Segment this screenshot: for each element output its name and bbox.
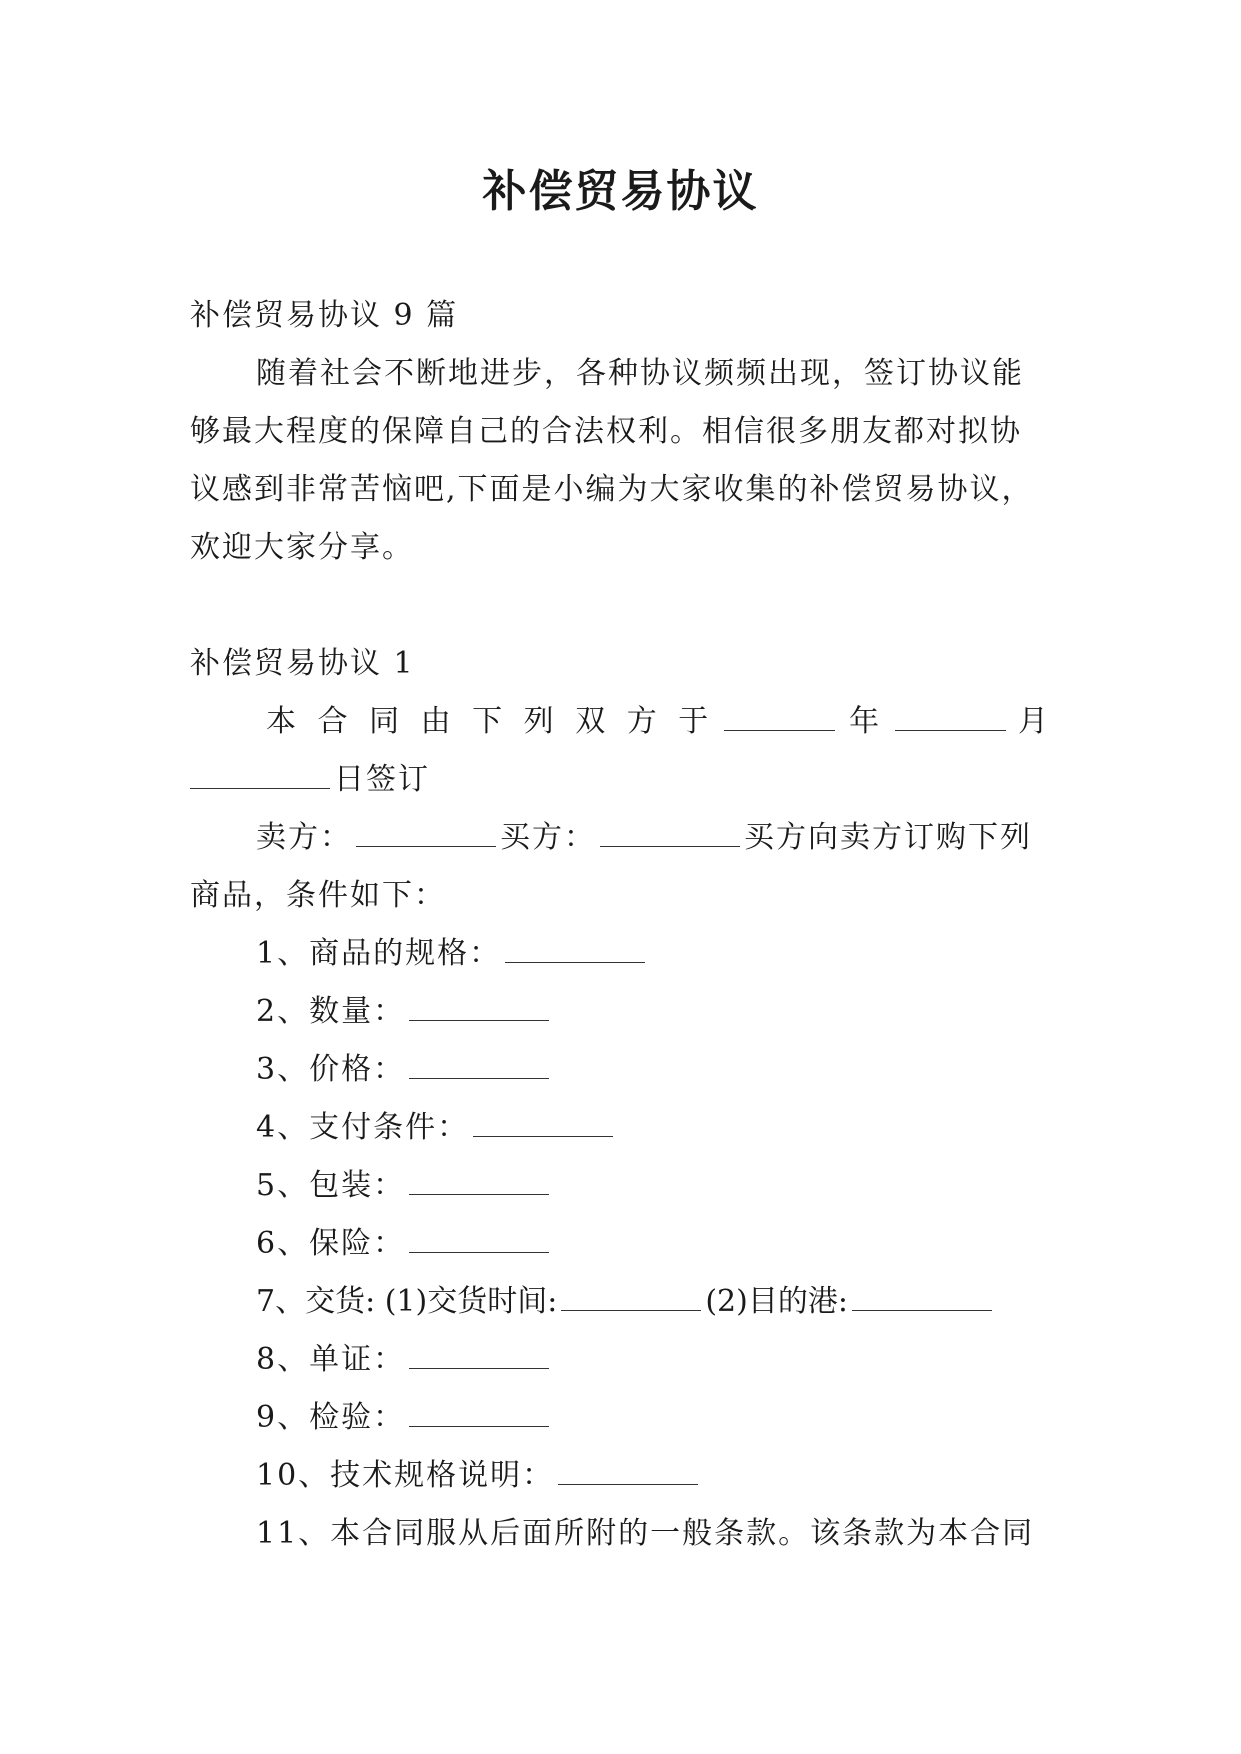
destination-port-label: (2)目的港: xyxy=(705,1284,848,1319)
list-item xyxy=(190,1041,1050,1099)
year-blank xyxy=(724,702,835,731)
year-label: 年 xyxy=(849,704,882,739)
month-blank xyxy=(895,702,1006,731)
item-spec-label: 1、商品的规格： xyxy=(256,936,502,971)
clause-11: 11、本合同服从后面所附的一般条款。该条款为本合同 xyxy=(256,1516,1035,1551)
item-payment-blank xyxy=(473,1108,613,1137)
item-spec-blank xyxy=(505,934,645,963)
list-item xyxy=(190,1389,1050,1447)
list-item xyxy=(190,1447,1050,1505)
destination-port-blank xyxy=(852,1282,992,1311)
list-item xyxy=(190,1331,1050,1389)
parties-continuation: 商品，条件如下： xyxy=(190,878,446,913)
delivery-time-blank xyxy=(561,1282,701,1311)
day-signed-label: 日签订 xyxy=(334,762,430,797)
contract-day-line xyxy=(190,751,1050,809)
contract-date-line xyxy=(190,693,1050,751)
day-blank xyxy=(190,760,330,789)
intro-line-3: 议感到非常苦恼吧,下面是小编为大家收集的补偿贸易协议， xyxy=(190,472,1034,507)
document-body xyxy=(190,287,1050,1563)
paragraph-gap xyxy=(190,577,1050,635)
item-insurance-blank xyxy=(409,1224,549,1253)
intro-line-4: 欢迎大家分享。 xyxy=(190,530,414,565)
item-payment-label: 4、支付条件： xyxy=(256,1110,470,1145)
item-price-label: 3、价格： xyxy=(256,1052,406,1087)
date-prefix: 本 合 同 由 下 列 双 方 于 xyxy=(266,704,715,739)
intro-line-1: 随着社会不断地进步，各种协议频频出现，签订协议能 xyxy=(256,356,1024,391)
item-quantity-blank xyxy=(409,992,549,1021)
list-item xyxy=(190,925,1050,983)
item-tech-spec-blank xyxy=(558,1456,698,1485)
list-item xyxy=(190,983,1050,1041)
order-text: 买方向卖方订购下列 xyxy=(744,820,1032,855)
seller-blank xyxy=(356,818,496,847)
document-subtitle: 补偿贸易协议 9 篇 xyxy=(190,298,459,333)
month-label: 月 xyxy=(1017,704,1050,739)
list-item xyxy=(190,1099,1050,1157)
item-delivery-label: 7、交货: (1)交货时间: xyxy=(256,1284,558,1319)
item-inspection-blank xyxy=(409,1398,549,1427)
buyer-label: 买方： xyxy=(500,820,596,855)
item-price-blank xyxy=(409,1050,549,1079)
item-tech-spec-label: 10、技术规格说明： xyxy=(256,1458,555,1493)
list-item xyxy=(190,1273,1050,1331)
item-packing-blank xyxy=(409,1166,549,1195)
list-item xyxy=(190,1157,1050,1215)
document-title: 补偿贸易协议 xyxy=(482,166,759,217)
item-documents-blank xyxy=(409,1340,549,1369)
parties-line xyxy=(190,809,1050,867)
buyer-blank xyxy=(600,818,740,847)
section-heading: 补偿贸易协议 1 xyxy=(190,646,415,681)
item-insurance-label: 6、保险： xyxy=(256,1226,406,1261)
item-quantity-label: 2、数量： xyxy=(256,994,406,1029)
item-inspection-label: 9、检验： xyxy=(256,1400,406,1435)
list-item xyxy=(190,1215,1050,1273)
item-documents-label: 8、单证： xyxy=(256,1342,406,1377)
seller-label: 卖方： xyxy=(256,820,352,855)
item-packing-label: 5、包装： xyxy=(256,1168,406,1203)
intro-line-2: 够最大程度的保障自己的合法权利。相信很多朋友都对拟协 xyxy=(190,414,1022,449)
